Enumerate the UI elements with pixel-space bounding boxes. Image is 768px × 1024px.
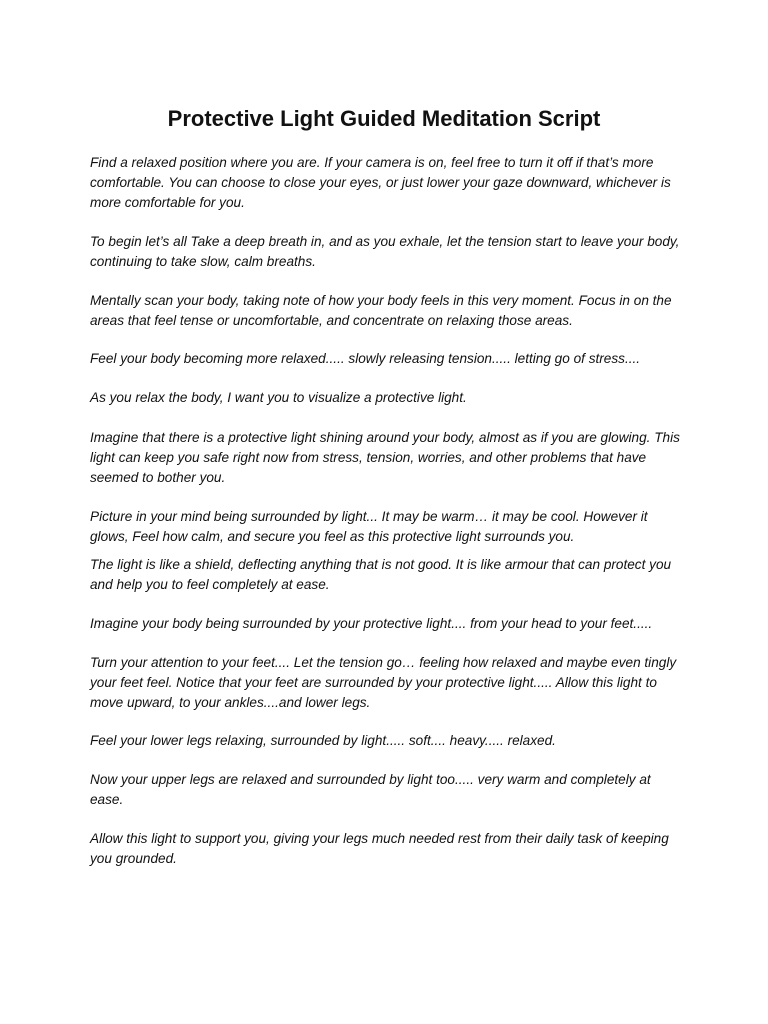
paragraph: Feel your lower legs relaxing, surrounded by light..... soft.... heavy..... relaxed. xyxy=(90,733,556,748)
paragraph: Now your upper legs are relaxed and surrounded by light too..... very warm and completely at ease. xyxy=(90,772,651,807)
paragraph: To begin let’s all Take a deep breath in, and as you exhale, let the tension start to leave your body, continuing to take slow, calm breaths. xyxy=(90,234,680,269)
paragraph: Feel your body becoming more relaxed..... slowly releasing tension..... letting go of stress.... xyxy=(90,351,641,366)
paragraph: Find a relaxed position where you are. If your camera is on, feel free to turn it off if that’s more comfortable. You can choose to close your eyes, or just lower your gaze downward, whichever is more comfortable for you. xyxy=(90,155,671,210)
paragraph: Imagine that there is a protective light shining around your body, almost as if you are glowing. This light can keep you safe right now from stress, tension, worries, and other problems that have seemed to bother you. xyxy=(90,430,680,485)
paragraph: Turn your attention to your feet.... Let the tension go… feeling how relaxed and maybe even tingly your feet feel. Notice that your feet are surrounded by your protective light..... Allow this light to move upward, to your ankles....and lower legs. xyxy=(90,655,677,710)
paragraph: Mentally scan your body, taking note of how your body feels in this very moment. Focus in on the areas that feel tense or uncomfortable, and concentrate on relaxing those areas. xyxy=(90,293,672,328)
paragraph: The light is like a shield, deflecting anything that is not good. It is like armour that can protect you and help you to feel completely at ease. xyxy=(90,557,672,592)
document-title: Protective Light Guided Meditation Script xyxy=(167,106,601,131)
paragraph: Allow this light to support you, giving your legs much needed rest from their daily task of keeping you grounded. xyxy=(90,831,669,866)
paragraph: Imagine your body being surrounded by your protective light.... from your head to your feet..... xyxy=(90,616,653,631)
paragraph: As you relax the body, I want you to visualize a protective light. xyxy=(90,390,467,405)
paragraph: Picture in your mind being surrounded by light... It may be warm… it may be cool. However it glows, Feel how calm, and secure you feel as this protective light surrounds you. xyxy=(90,509,648,544)
